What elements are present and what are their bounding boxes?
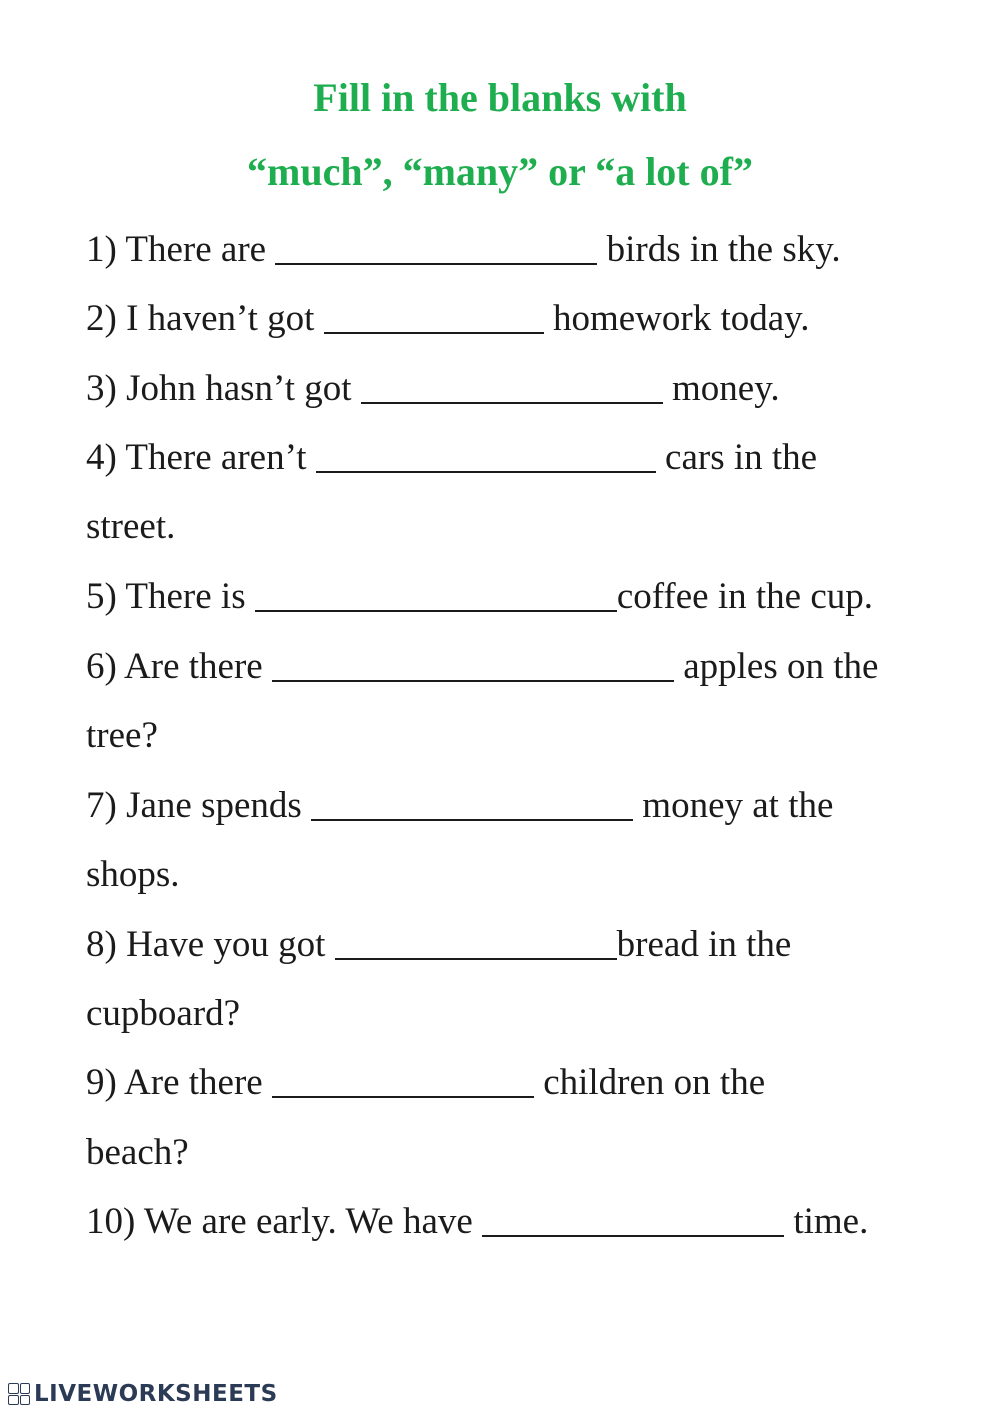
question-10	[86, 1203, 868, 1240]
answer-input-6[interactable]	[272, 652, 674, 680]
question-3-before: 3) John hasn’t got	[86, 368, 361, 409]
question-6-continued: tree?	[86, 715, 158, 756]
question-1-after: birds in the sky.	[597, 229, 841, 270]
answer-input-7[interactable]	[311, 791, 633, 819]
worksheet-title-line-1: Fill in the blanks with	[313, 75, 687, 120]
question-9	[86, 1064, 765, 1101]
answer-input-5[interactable]	[255, 582, 617, 610]
answer-blank-1[interactable]	[275, 235, 597, 265]
question-4-before: 4) There aren’t	[86, 437, 316, 478]
question-6	[86, 648, 878, 685]
answer-blank-6[interactable]	[272, 652, 674, 682]
question-7-before: 7) Jane spends	[86, 785, 312, 826]
question-7-after: money at the	[633, 785, 834, 826]
answer-input-8[interactable]	[335, 930, 617, 958]
liveworksheets-logo-text: LIVEWORKSHEETS	[34, 1381, 278, 1407]
answer-input-2[interactable]	[324, 304, 544, 332]
question-8	[86, 926, 791, 963]
answer-input-4[interactable]	[316, 443, 656, 471]
question-10-after: time.	[784, 1201, 869, 1242]
question-9-after: children on the	[533, 1062, 766, 1103]
answer-blank-3[interactable]	[361, 374, 663, 404]
question-3-after: money.	[662, 368, 780, 409]
question-10-before: 10) We are early. We have	[86, 1201, 483, 1242]
question-2	[86, 300, 810, 337]
question-5-after: coffee in the cup.	[616, 576, 874, 617]
question-1-before: 1) There are	[86, 229, 276, 270]
question-4	[86, 439, 817, 476]
answer-input-1[interactable]	[275, 235, 597, 263]
answer-blank-10[interactable]	[482, 1207, 784, 1237]
answer-blank-7[interactable]	[311, 791, 633, 821]
answer-blank-2[interactable]	[324, 304, 544, 334]
question-3	[86, 370, 780, 407]
question-5	[86, 578, 873, 615]
liveworksheets-logo	[8, 1379, 278, 1409]
question-8-continued: cupboard?	[86, 993, 241, 1034]
question-1	[86, 231, 841, 268]
answer-blank-5[interactable]	[255, 582, 617, 612]
question-8-after: bread in the	[616, 924, 792, 965]
question-9-continued: beach?	[86, 1132, 189, 1173]
question-2-after: homework today.	[543, 298, 810, 339]
answer-input-10[interactable]	[482, 1207, 784, 1235]
answer-blank-9[interactable]	[272, 1068, 534, 1098]
answer-input-3[interactable]	[361, 374, 663, 402]
question-8-before: 8) Have you got	[86, 924, 335, 965]
question-4-continued: street.	[86, 506, 176, 547]
question-7-continued: shops.	[86, 854, 180, 895]
question-7	[86, 787, 833, 824]
liveworksheets-icon	[8, 1383, 30, 1405]
question-6-before: 6) Are there	[86, 646, 272, 687]
answer-blank-8[interactable]	[335, 930, 617, 960]
question-4-after: cars in the	[655, 437, 818, 478]
worksheet-title-line-2: “much”, “many” or “a lot of”	[247, 149, 753, 194]
answer-input-9[interactable]	[272, 1068, 534, 1096]
question-9-before: 9) Are there	[86, 1062, 272, 1103]
question-5-before: 5) There is	[86, 576, 255, 617]
question-6-after: apples on the	[673, 646, 879, 687]
answer-blank-4[interactable]	[316, 443, 656, 473]
question-2-before: 2) I haven’t got	[86, 298, 324, 339]
